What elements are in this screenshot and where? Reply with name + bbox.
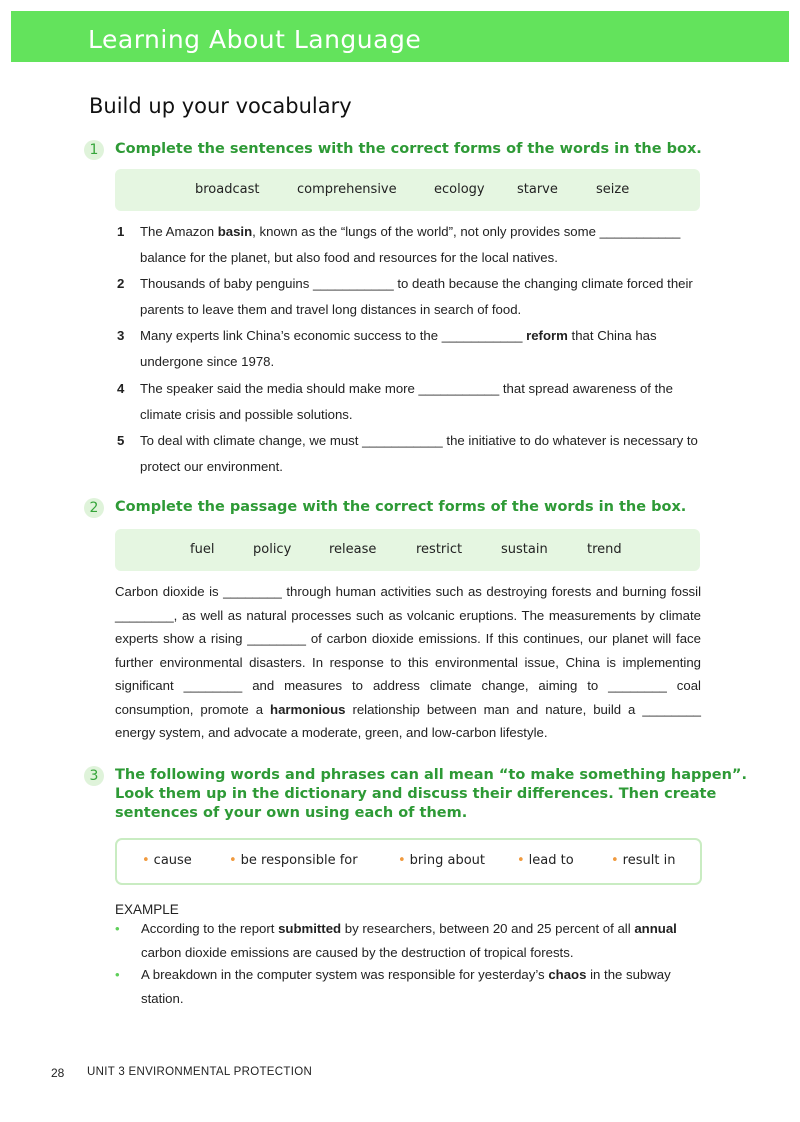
sentence-number: 4 [117, 381, 125, 396]
phrase-item: • cause [142, 853, 192, 868]
sentence-text: The Amazon basin, known as the “lungs of the world”, not only provides some ___________ balance for the planet, but also food and resources for the local natives. [140, 224, 681, 265]
word-box-item: comprehensive [297, 182, 397, 197]
unit-title: UNIT 3 ENVIRONMENTAL PROTECTION [87, 1066, 313, 1078]
sentence-number: 2 [117, 276, 125, 291]
exercise-2-word-box [115, 529, 700, 571]
exercise-1-number: 1 [84, 140, 104, 160]
bullet-icon: • [115, 967, 120, 982]
phrase-item: • bring about [398, 853, 486, 868]
word-box-item: seize [596, 182, 630, 197]
exercise-2-passage: Carbon dioxide is ________ through human activities such as destroying forests and burning fossil ________, as well as natural processes such as volcanic eruptions. The measurements by climate experts show a rising ________ of carbon dioxide emissions. If this continues, our planet will face further environmental disasters. In response to this environmental issue, China is implementing significant ________ and measures to address climate change, aiming to ________ coal consumption, promote a harmonious relationship between man and nature, build a ________ energy system, and advocate a moderate, green, and low-carbon lifestyle. [115, 584, 702, 740]
exercise-3-number: 3 [84, 766, 104, 786]
bullet-icon: • [398, 853, 406, 868]
sentence-text: Thousands of baby penguins ___________ to death because the changing climate forced their parents to leave them and travel long distances in search of food. [140, 276, 693, 317]
bullet-icon: • [517, 853, 525, 868]
sentence-number: 3 [117, 328, 125, 343]
header-title: Learning About Language [88, 25, 422, 54]
sentence-text: Many experts link China’s economic success to the ___________ reform that China has undergone since 1978. [140, 328, 657, 369]
sentence-3 [117, 323, 707, 375]
phrase-item: • lead to [517, 853, 574, 868]
sentence-text: The speaker said the media should make more ___________ that spread awareness of the climate crisis and possible solutions. [140, 381, 673, 422]
bullet-icon: • [142, 853, 150, 868]
sentence-5 [117, 428, 707, 480]
word-box-item: broadcast [195, 182, 260, 197]
example-item-1: • According to the report submitted by researchers, between 20 and 25 percent of all annual carbon dioxide emissions are caused by the destruction of tropical forests. [115, 917, 705, 965]
phrase-item: • result in [611, 853, 676, 868]
exercise-1-word-box [115, 169, 700, 211]
exercise-2-number: 2 [84, 498, 104, 518]
word-box-item: fuel [190, 542, 215, 557]
bullet-icon: • [115, 921, 120, 936]
word-box-item: release [329, 542, 377, 557]
section-title: Build up your vocabulary [89, 94, 352, 118]
example-label: EXAMPLE [115, 902, 179, 917]
sentence-4 [117, 376, 707, 428]
word-box-item: ecology [434, 182, 485, 197]
sentence-number: 5 [117, 433, 125, 448]
sentence-number: 1 [117, 224, 125, 239]
word-box-item: trend [587, 542, 622, 557]
word-box-item: sustain [501, 542, 548, 557]
header-bar [11, 11, 789, 62]
phrase-item: • be responsible for [229, 853, 358, 868]
sentence-1 [117, 219, 707, 271]
page-number: 28 [51, 1066, 65, 1080]
word-box-item: restrict [416, 542, 463, 557]
example-item-2: • A breakdown in the computer system was responsible for yesterday’s chaos in the subway station. [115, 963, 705, 1011]
exercise-3-instruction: The following words and phrases can all mean “to make something happen”. Look them up in the dictionary and discuss their differences. Then create sentences of your own using each of them. [115, 767, 747, 821]
word-box-item: policy [253, 542, 292, 557]
sentence-text: To deal with climate change, we must ___________ the initiative to do whatever is necessary to protect our environment. [140, 433, 698, 474]
bullet-icon: • [611, 853, 619, 868]
exercise-1-instruction: Complete the sentences with the correct forms of the words in the box. [115, 141, 702, 157]
bullet-icon: • [229, 853, 237, 868]
word-box-item: starve [517, 182, 558, 197]
exercise-3-phrase-box [115, 838, 702, 885]
sentence-2 [117, 271, 707, 323]
exercise-2-instruction: Complete the passage with the correct forms of the words in the box. [115, 499, 687, 515]
